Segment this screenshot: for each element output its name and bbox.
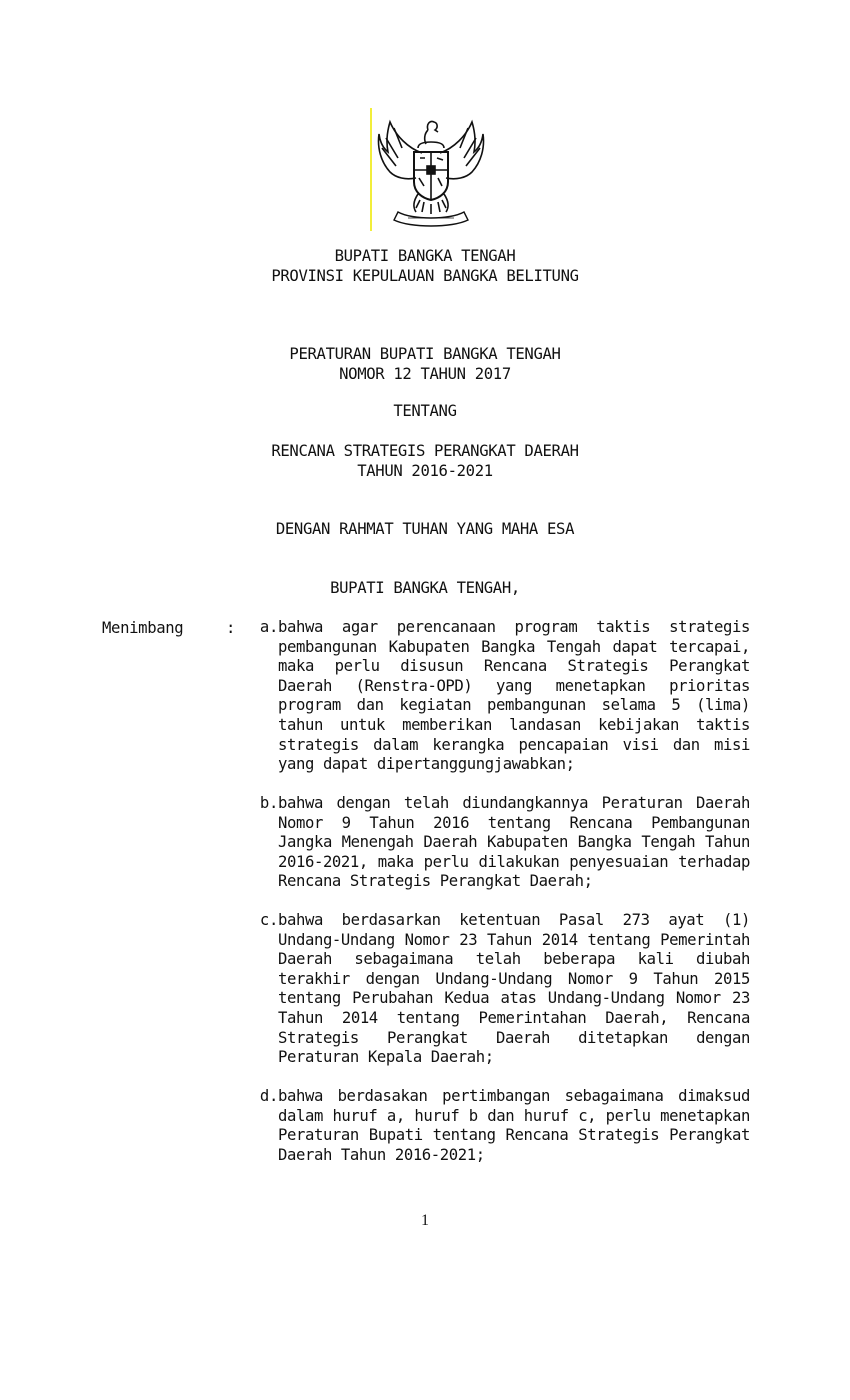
- regulation-number: NOMOR 12 TAHUN 2017: [339, 365, 511, 383]
- preamble-authority: BUPATI BANGKA TENGAH,: [330, 579, 520, 597]
- preamble-blessing: DENGAN RAHMAT TUHAN YANG MAHA ESA: [275, 520, 575, 538]
- clause-letter: c.: [259, 911, 278, 929]
- regulation-title: PERATURAN BUPATI BANGKA TENGAH: [289, 345, 561, 363]
- clause-text: bahwa berdasakan pertimbangan sebagaimana dimaksud dalam huruf a, huruf b dan huruf c, perlu menetapkan Peraturan Bupati tentang Rencana Strategis Perangkat Daerah Tahun 2016-2021;: [278, 1087, 750, 1164]
- page-number: 1: [421, 1212, 429, 1229]
- regulation-about: TENTANG: [393, 402, 457, 420]
- clause-text: bahwa berdasarkan ketentuan Pasal 273 ayat (1) Undang-Undang Nomor 23 Tahun 2014 tentang Pemerintah Daerah sebagaimana telah beberapa kali diubah terakhir dengan Undang-Undang Nomor 9 Tahun 2015 tentang Perubahan Kedua atas Undang-Undang Nomor 23 Tahun 2014 tentang Pemerintahan Daerah, Rencana Strategis Perangkat Daerah ditetapkan dengan Peraturan Kepala Daerah;: [278, 911, 750, 1067]
- clause-letter: b.: [259, 794, 278, 812]
- regulation-subject-line1: RENCANA STRATEGIS PERANGKAT DAERAH: [271, 442, 579, 460]
- considering-label: Menimbang: [102, 619, 184, 637]
- considering-colon: :: [226, 619, 236, 637]
- header-regent-title: BUPATI BANGKA TENGAH: [334, 247, 516, 265]
- clause-text: bahwa agar perencanaan program taktis strategis pembangunan Kabupaten Bangka Tengah dapat tercapai, maka perlu disusun Rencana Strategis Perangkat Daerah (Renstra-OPD) yang menetapkan prioritas program dan kegiatan pembangunan selama 5 (lima) tahun untuk memberikan landasan kebijakan taktis strategis dalam kerangka pencapaian visi dan misi yang dapat dipertanggungjawabkan;: [278, 618, 750, 774]
- clause-letter: a.: [259, 618, 278, 636]
- header-province-title: PROVINSI KEPULAUAN BANGKA BELITUNG: [271, 267, 579, 285]
- clause-text: bahwa dengan telah diundangkannya Peraturan Daerah Nomor 9 Tahun 2016 tentang Rencana Pembangunan Jangka Menengah Daerah Kabupaten Bangka Tengah Tahun 2016-2021, maka perlu dilakukan penyesuaian terhadap Rencana Strategis Perangkat Daerah;: [278, 794, 750, 891]
- garuda-emblem-icon: [372, 108, 490, 230]
- clause-letter: d.: [259, 1087, 278, 1105]
- regulation-subject-line2: TAHUN 2016-2021: [357, 462, 493, 480]
